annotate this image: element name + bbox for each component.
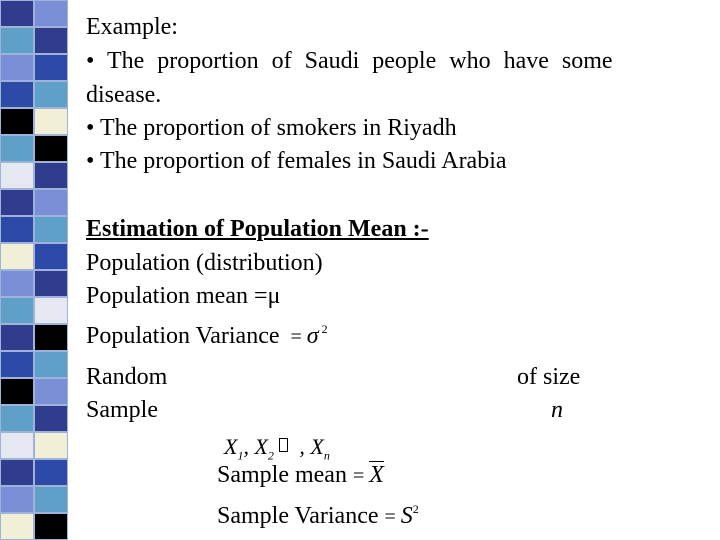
strip-tile — [34, 513, 68, 540]
strip-tile — [34, 135, 68, 162]
bullet-smokers: • The proportion of smokers in Riyadh — [86, 115, 457, 141]
strip-tile — [0, 54, 34, 81]
sample-variance-label: Sample Variance — [217, 503, 379, 529]
strip-tile — [34, 54, 68, 81]
bullet-females: • The proportion of females in Saudi Arabia — [86, 148, 507, 174]
of-size-label: of size — [517, 364, 581, 390]
bullet-saudi-disease-cont: disease. — [86, 82, 162, 108]
strip-tile — [0, 135, 34, 162]
estimation-heading: Estimation of Population Mean :- — [86, 216, 429, 242]
strip-tile — [34, 27, 68, 54]
strip-tile — [34, 81, 68, 108]
strip-tile — [0, 324, 34, 351]
population-variance-label: Population Variance — [86, 323, 280, 349]
strip-tile — [0, 189, 34, 216]
sample-mean — [217, 460, 384, 491]
strip-tile — [34, 351, 68, 378]
strip-tile — [0, 513, 34, 540]
sample-variables-formula: $X_1$, $X_2$ , $X_n$ — [224, 434, 330, 463]
strip-tile — [34, 405, 68, 432]
strip-tile — [34, 486, 68, 513]
bullet-saudi-disease-text: • The proportion of Saudi people who have some — [86, 48, 613, 74]
strip-tile — [0, 405, 34, 432]
strip-tile — [0, 486, 34, 513]
strip-tile — [34, 297, 68, 324]
strip-tile — [0, 351, 34, 378]
strip-tile — [0, 81, 34, 108]
strip-tile — [0, 216, 34, 243]
strip-tile — [34, 270, 68, 297]
strip-tile — [0, 0, 34, 27]
population-distribution: Population (distribution) — [86, 250, 323, 276]
x-bar-formula: = X — [352, 462, 384, 488]
bullet-saudi-disease — [86, 46, 692, 76]
strip-tile — [0, 27, 34, 54]
strip-tile — [0, 108, 34, 135]
strip-tile — [0, 297, 34, 324]
sample-variance — [217, 494, 419, 532]
strip-tile — [0, 162, 34, 189]
strip-tile — [0, 432, 34, 459]
s-squared-formula: = $S^2$ — [384, 502, 419, 529]
strip-tile — [34, 162, 68, 189]
strip-tile — [34, 243, 68, 270]
strip-tile — [0, 459, 34, 486]
strip-tile — [0, 378, 34, 405]
example-title: Example: — [86, 14, 178, 40]
strip-tile — [34, 0, 68, 27]
random-label: Random — [86, 364, 168, 390]
sample-mean-label: Sample mean — [217, 462, 347, 488]
strip-tile — [34, 108, 68, 135]
strip-tile — [34, 216, 68, 243]
decorative-side-strip — [0, 0, 68, 540]
sigma-squared-formula: = σ $^2$ — [285, 322, 328, 349]
strip-tile — [34, 432, 68, 459]
strip-tile — [34, 378, 68, 405]
strip-tile — [0, 270, 34, 297]
sample-label: Sample — [86, 397, 158, 423]
n-symbol: n — [551, 397, 563, 423]
strip-tile — [0, 243, 34, 270]
strip-tile — [34, 459, 68, 486]
population-variance — [86, 314, 328, 352]
population-mean: Population mean =μ — [86, 283, 281, 309]
strip-tile — [34, 189, 68, 216]
strip-tile — [34, 324, 68, 351]
